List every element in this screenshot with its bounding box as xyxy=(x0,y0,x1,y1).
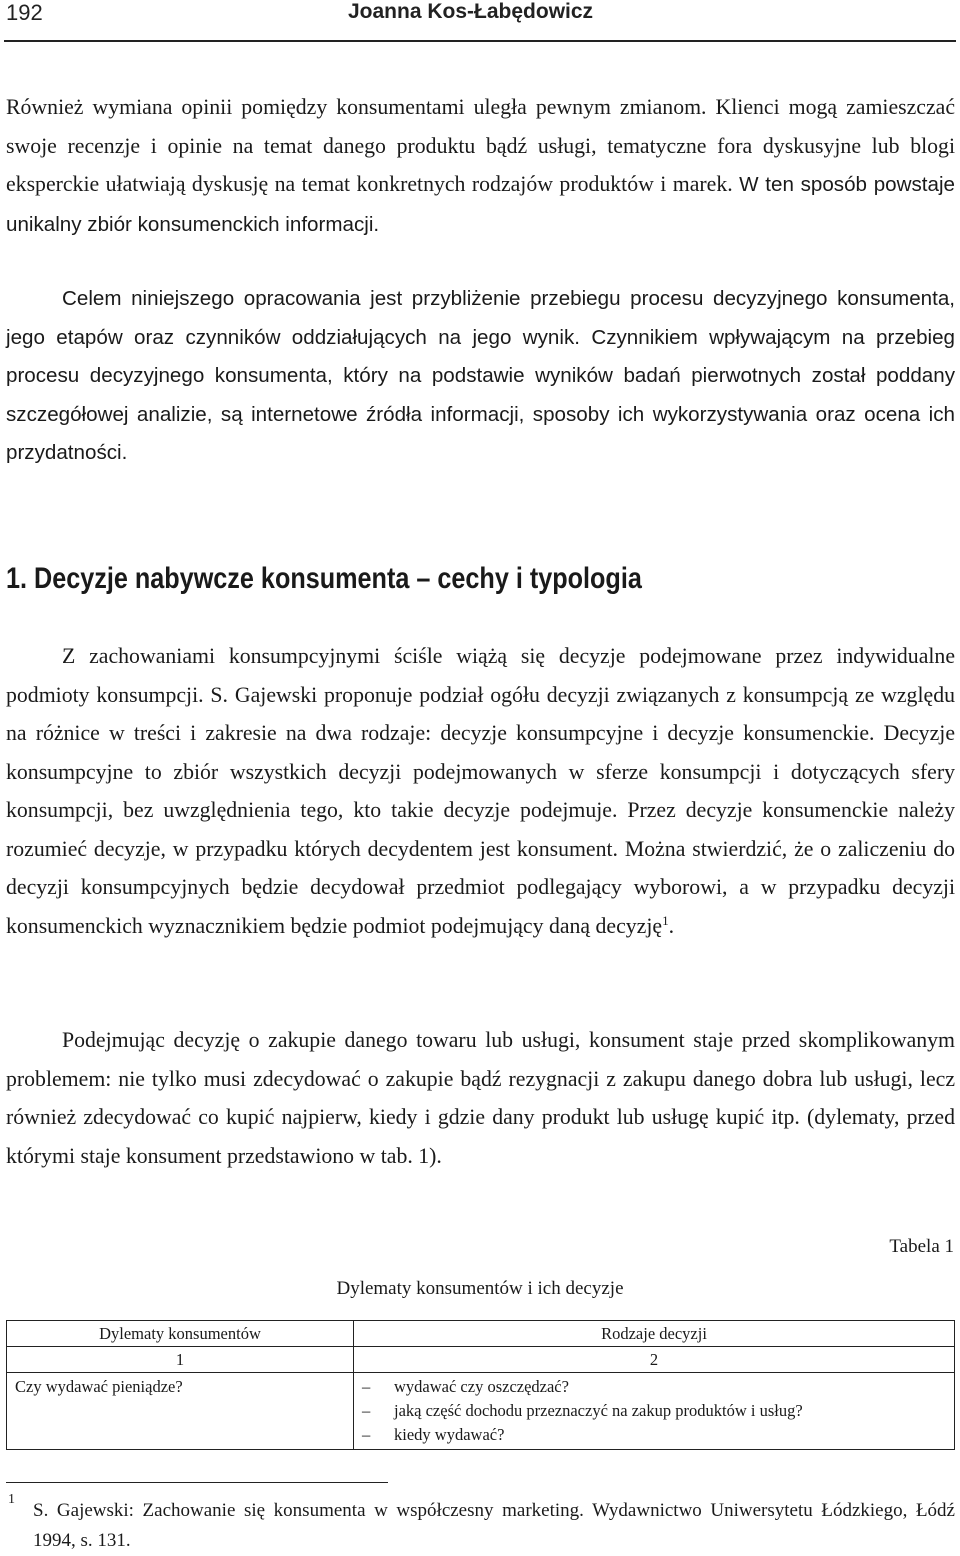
list-item xyxy=(362,1375,946,1399)
paragraph-4-text: Podejmując decyzję o zakupie danego towaru lub usługi, konsument staje przed skomplikowanym problemem: nie tylko musi zdecydować o zakupie bądź rezygnacji z zakupu danego dobra lub usługi, lecz również zdecydować co kupić najpierw, kiedy i gdzie dany produkt lub usługę kupić itp. (dylematy, przed którymi staje konsument przedstawiono w tab. 1). xyxy=(6,1028,955,1168)
running-header-author: Joanna Kos-Łabędowicz xyxy=(348,0,594,23)
footnote-text: S. Gajewski: Zachowanie się konsumenta w współczesny marketing. Wydawnictwo Uniwersytetu Łódzkiego, Łódź 1994, s. 131. xyxy=(33,1500,955,1551)
paragraph-3-text: Z zachowaniami konsumpcyjnymi ściśle wiążą się decyzje podejmowane przez indywidualne podmioty konsumpcji. S. Gajewski proponuje podział ogółu decyzji związanych z konsumpcją ze względu na różnice w treści i zakresie na dwa rodzaje: decyzje konsumpcyjne i decyzje konsumenckie. Decyzje konsumpcyjne to zbiór wszystkich decyzji podejmowanych w sferze konsumpcji i dotyczących sfery konsumpcji, bez uwzględnienia tego, kto takie decyzje podejmuje. Przez decyzje konsumenckie należy rozumieć decyzje, w przypadku których decydentem jest konsument. Można stwierdzić, że o zaliczeniu do decyzji konsumpcyjnych będzie decydował przedmiot podlegający wyborowi, a w przypadku decyzji konsumenckich wyznacznikiem będzie podmiot podejmujący daną decyzję xyxy=(6,644,955,938)
table-row xyxy=(7,1373,955,1450)
header-rule xyxy=(4,40,956,42)
dash-bullet: – xyxy=(362,1401,371,1420)
table-cell-decisions xyxy=(354,1373,955,1450)
table-title: Dylematy konsumentów i ich decyzje xyxy=(336,1278,624,1299)
paragraph-1 xyxy=(6,88,955,244)
table-number-row xyxy=(7,1347,955,1373)
paragraph-3 xyxy=(6,637,955,945)
list-item xyxy=(362,1423,946,1447)
dash-bullet: – xyxy=(362,1377,371,1396)
paragraph-1-text: Również wymiana opinii pomiędzy konsumentami uległa pewnym zmianom. Klienci mogą zamieszczać swoje recenzje i opinie na temat danego produktu bądź usługi, tematyczne fora dyskusyjne lub blogi eksperckie ułatwiają dyskusję na temat konkretnych rodzajów produktów i marek. xyxy=(6,95,955,196)
table-header-decisions: Rodzaje decyzji xyxy=(354,1321,955,1347)
section-heading: 1. Decyzje nabywcze konsumenta – cechy i typologia xyxy=(6,562,642,595)
footnote-number: 1 xyxy=(8,1492,15,1507)
paragraph-4 xyxy=(6,1021,955,1175)
table-col-number-2: 2 xyxy=(354,1347,955,1373)
table-col-number-1: 1 xyxy=(7,1347,354,1373)
paragraph-2-text: Celem niniejszego opracowania jest przybliżenie przebiegu procesu decyzyjnego konsumenta, jego etapów oraz czynników oddziałujących na jego wynik. xyxy=(6,287,955,349)
paragraph-3-end: . xyxy=(668,913,675,938)
list-item-text: kiedy wydawać? xyxy=(394,1425,505,1444)
footnote-rule xyxy=(6,1482,388,1483)
dash-bullet: – xyxy=(362,1425,371,1444)
paragraph-2-tail: Czynnikiem wpływającym na przebieg procesu decyzyjnego konsumenta, który na podstawie wyników badań pierwotnych został poddany szczegółowej analizie, są internetowe źródła informacji, sposoby ich wykorzystywania oraz ocena ich przydatności. xyxy=(6,325,955,464)
paragraph-2 xyxy=(6,280,955,473)
page-number: 192 xyxy=(6,0,43,25)
paragraph-1-tail: W ten sposób powstaje unikalny zbiór konsumenckich informacji. xyxy=(6,173,955,236)
footnote-reference[interactable]: 1 xyxy=(662,912,669,928)
list-item-text: jaką część dochodu przeznaczyć na zakup produktów i usług? xyxy=(394,1401,803,1420)
list-item xyxy=(362,1399,946,1423)
list-item-text: wydawać czy oszczędzać? xyxy=(394,1377,569,1396)
table-label: Tabela 1 xyxy=(889,1236,954,1257)
table-header-dilemmas: Dylematy konsumentów xyxy=(7,1321,354,1347)
dilemmas-table xyxy=(6,1320,955,1450)
table-cell-dilemma: Czy wydawać pieniądze? xyxy=(7,1373,354,1450)
table-header-row xyxy=(7,1321,955,1347)
